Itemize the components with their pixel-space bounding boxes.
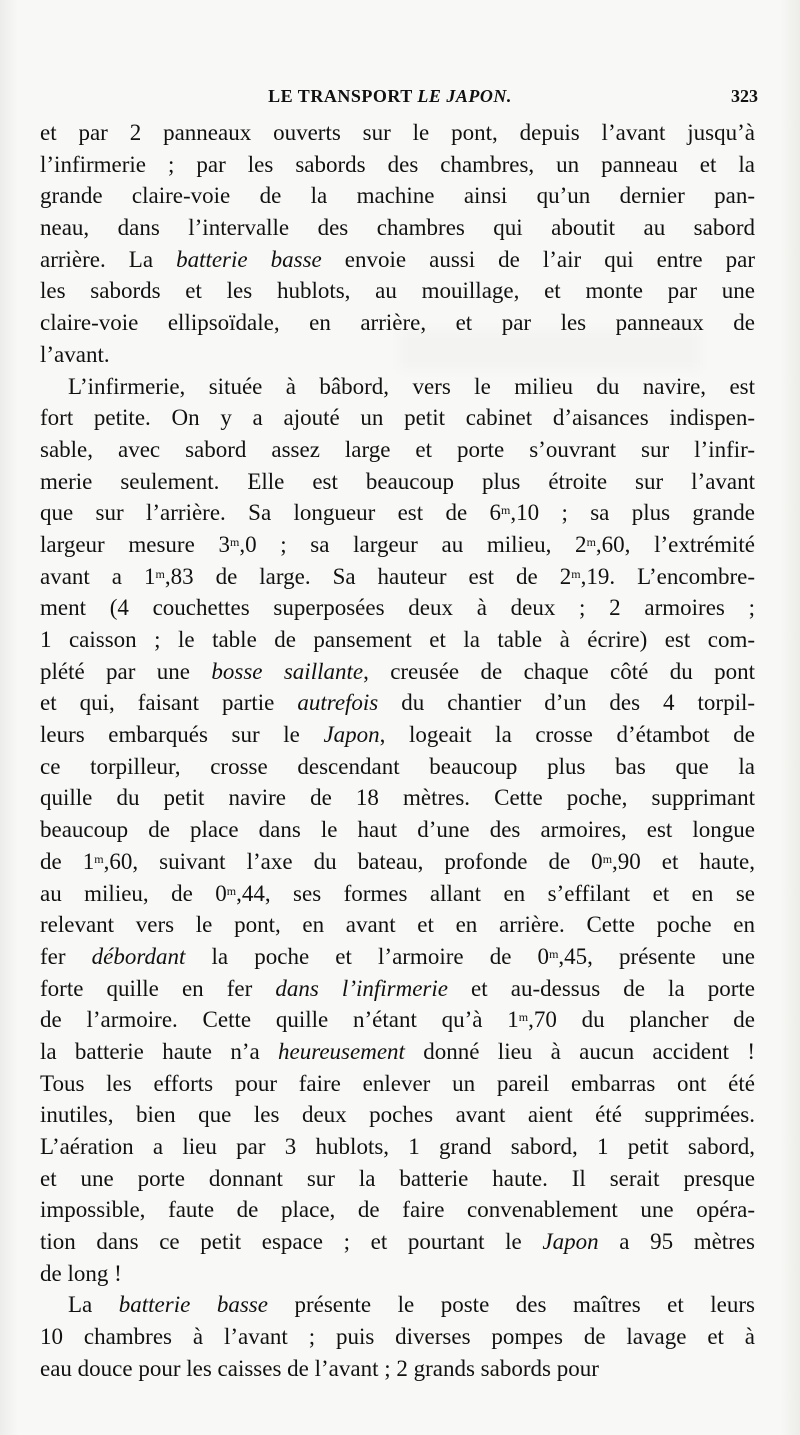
- text-line: 1 caisson ; le table de pansement et la table à écrire) est com-: [40, 627, 755, 652]
- text-line: beaucoup de place dans le haut d’une des armoires, est longue: [40, 817, 755, 843]
- text-line: ce torpilleur, crosse descendant beaucoup plus bas que la: [40, 753, 755, 779]
- text-line: leurs embarqués sur le Japon, logeait la crosse d’étambot de: [40, 722, 756, 748]
- text-line: au milieu, de 0$^m$,44, ses formes allant en s’effilant et en se: [40, 880, 755, 906]
- text-line: La batterie basse présente le poste des maîtres et leurs: [68, 1292, 755, 1318]
- text-line: que sur l’arrière. Sa longueur est de 6$^m$,10 ; sa plus grande: [40, 500, 755, 526]
- text-line: largeur mesure 3$^m$,0 ; sa largeur au milieu, 2$^m$,60, l’extrémité: [40, 531, 755, 557]
- text-line: claire-voie ellipsoïdale, en arrière, et par les panneaux de: [40, 310, 755, 336]
- running-title-main: LE TRANSPORT: [268, 86, 418, 106]
- text-line: et par 2 panneaux ouverts sur le pont, depuis l’avant jusqu’à: [40, 120, 755, 145]
- running-title: [40, 86, 740, 107]
- text-line: eau douce pour les caisses de l’avant ; 2 grands sabords pour: [40, 1355, 599, 1381]
- text-line: arrière. La batterie basse envoie aussi de l’air qui entre par: [40, 246, 755, 272]
- text-line: forte quille en fer dans l’infirmerie et au-dessus de la porte: [40, 975, 755, 1001]
- text-line: grande claire-voie de la machine ainsi qu’un dernier pan-: [40, 183, 755, 209]
- text-line: quille du petit navire de 18 mètres. Cette poche, supprimant: [40, 785, 755, 811]
- text-line: impossible, faute de place, de faire convenablement une opéra-: [40, 1197, 755, 1223]
- text-line: sable, avec sabord assez large et porte s’ouvrant sur l’infir-: [40, 436, 755, 462]
- text-line: neau, dans l’intervalle des chambres qui aboutit au sabord: [40, 215, 755, 241]
- text-line: 10 chambres à l’avant ; puis diverses pompes de lavage et à: [40, 1324, 755, 1350]
- text-line: Tous les efforts pour faire enlever un pareil embarras ont été: [40, 1070, 755, 1096]
- text-line: de l’armoire. Cette quille n’étant qu’à 1$^m$,70 du plancher de: [40, 1007, 755, 1033]
- page-number: 323: [731, 86, 758, 106]
- text-line: avant a 1$^m$,83 de large. Sa hauteur est de 2$^m$,19. L’encombre-: [40, 563, 756, 589]
- text-line: ment (4 couchettes superposées deux à deux ; 2 armoires ;: [40, 595, 755, 621]
- text-line: l’infirmerie ; par les sabords des chambres, un panneau et la: [40, 151, 755, 177]
- text-line: fort petite. On y a ajouté un petit cabinet d’aisances indispen-: [40, 405, 755, 431]
- text-line: inutiles, bien que les deux poches avant aient été supprimées.: [40, 1102, 755, 1128]
- text-line: L’infirmerie, située à bâbord, vers le milieu du navire, est: [68, 373, 755, 399]
- text-line: tion dans ce petit espace ; et pourtant le Japon a 95 mètres: [40, 1229, 755, 1255]
- text-line: les sabords et les hublots, au mouillage, et monte par une: [40, 278, 755, 304]
- page-header: [40, 86, 758, 116]
- text-line: et qui, faisant partie autrefois du chantier d’un des 4 torpil-: [40, 690, 756, 716]
- text-line: L’aération a lieu par 3 hublots, 1 grand sabord, 1 petit sabord,: [40, 1134, 755, 1159]
- text-line: relevant vers le pont, en avant et en arrière. Cette poche en: [40, 912, 755, 938]
- text-line: et une porte donnant sur la batterie haute. Il serait presque: [40, 1165, 755, 1191]
- body-text: [40, 117, 755, 1385]
- text-line: de 1$^m$,60, suivant l’axe du bateau, profonde de 0$^m$,90 et haute,: [40, 848, 755, 874]
- text-line: de long !: [40, 1260, 122, 1286]
- text-line: la batterie haute n’a heureusement donné lieu à aucun accident !: [40, 1038, 755, 1064]
- running-title-italic: LE JAPON.: [417, 86, 512, 106]
- text-line: plété par une bosse saillante, creusée de chaque côté du pont: [40, 658, 755, 684]
- text-line: l’avant.: [40, 341, 110, 367]
- text-line: merie seulement. Elle est beaucoup plus étroite sur l’avant: [40, 468, 755, 494]
- text-line: fer débordant la poche et l’armoire de 0$^m$,45, présente une: [40, 943, 756, 969]
